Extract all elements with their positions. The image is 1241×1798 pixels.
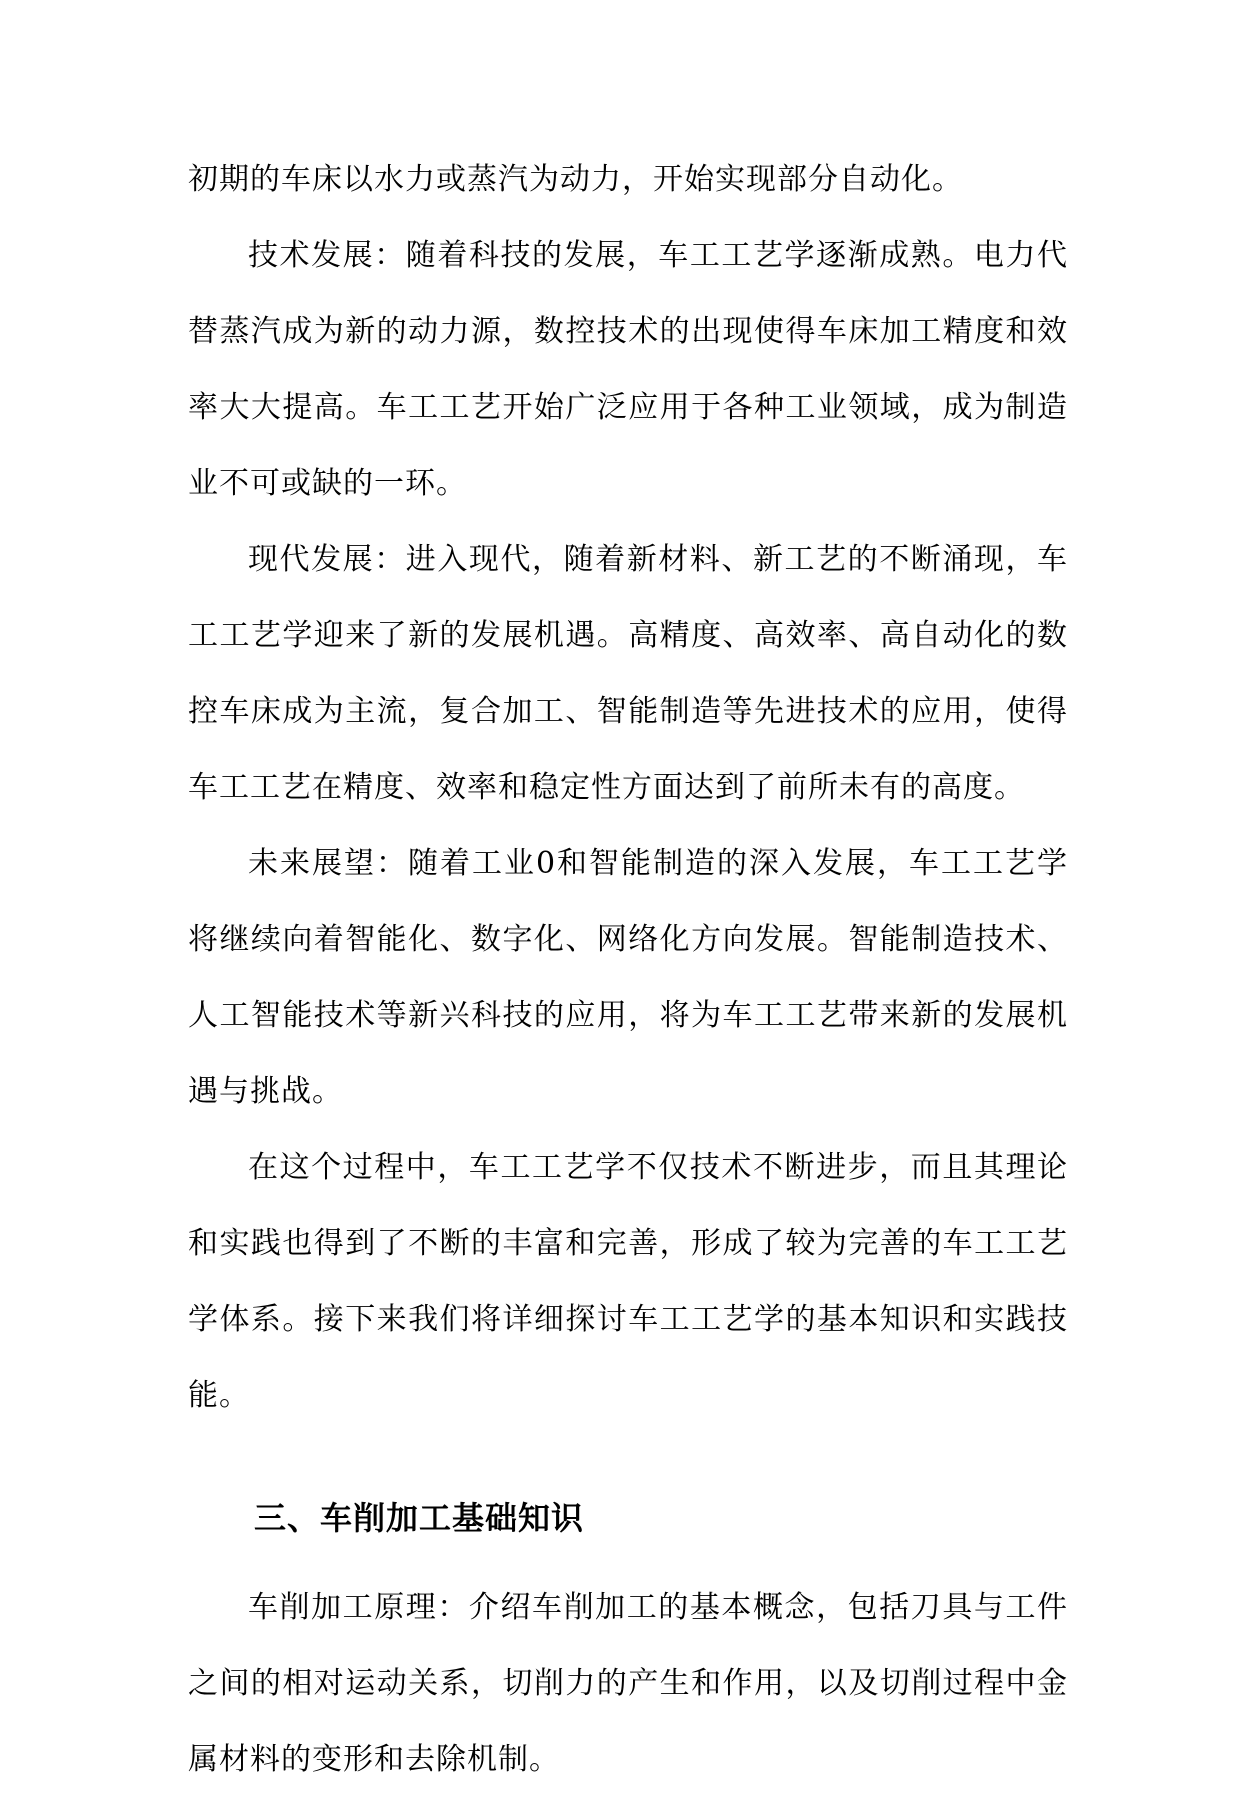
document-body	[188, 142, 1068, 1798]
paragraph-process-summary: 在这个过程中，车工工艺学不仅技术不断进步，而且其理论和实践也得到了不断的丰富和完善，形成了较为完善的车工工艺学体系。接下来我们将详细探讨车工工艺学的基本知识和实践技能。	[188, 1150, 1068, 1413]
paragraph-early-lathes: 初期的车床以水力或蒸汽为动力，开始实现部分自动化。	[188, 162, 963, 197]
paragraph-modern-development: 现代发展：进入现代，随着新材料、新工艺的不断涌现，车工工艺学迎来了新的发展机遇。高精度、高效率、高自动化的数控车床成为主流，复合加工、智能制造等先进技术的应用，使得车工工艺在精度、效率和稳定性方面达到了前所未有的高度。	[188, 542, 1068, 805]
paragraph-future-outlook: 未来展望：随着工业0和智能制造的深入发展，车工工艺学将继续向着智能化、数字化、网络化方向发展。智能制造技术、人工智能技术等新兴科技的应用，将为车工工艺带来新的发展机遇与挑战。	[188, 846, 1068, 1109]
paragraph-turning-principle: 车削加工原理：介绍车削加工的基本概念，包括刀具与工件之间的相对运动关系，切削力的产生和作用，以及切削过程中金属材料的变形和去除机制。	[188, 1590, 1068, 1777]
section-heading: 三、车削加工基础知识	[254, 1499, 585, 1537]
paragraph-technical-development: 技术发展：随着科技的发展，车工工艺学逐渐成熟。电力代替蒸汽成为新的动力源，数控技术的出现使得车床加工精度和效率大大提高。车工工艺开始广泛应用于各种工业领域，成为制造业不可或缺的一环。	[188, 238, 1068, 501]
